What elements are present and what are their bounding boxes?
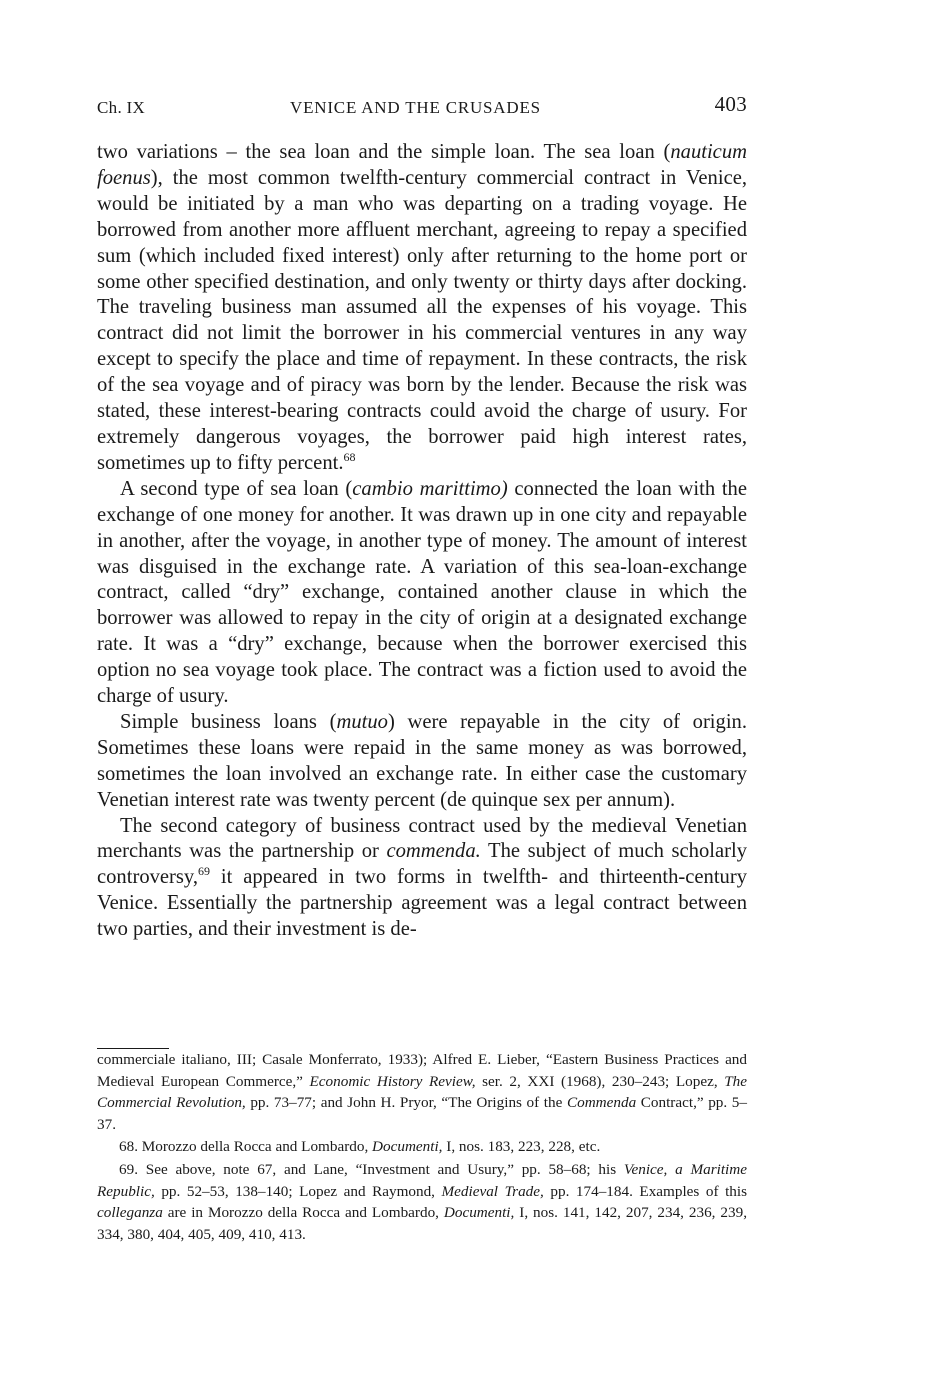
text-run: Simple business loans ( [120,710,337,733]
text-run: ser. 2, XXI (1968), 230–243; Lopez, [475,1072,725,1090]
italic-term: nauticum foenus [97,141,747,189]
text-run: The second category of business contract used by the medieval Venetian merchants was the partnership or [97,814,747,863]
italic-title: Economic History Review, [309,1072,476,1090]
text-run: I, nos. 141, 142, 207, 234, 236, 239, 334, 380, 404, 405, 409, 410, 413. [97,1204,747,1243]
text-run: connected the loan with the exchange of one money for another. It was drawn up in one city and repayable in another, after the voyage, in another type of money. The amount of interest was disguised in the exchange rate. A variation of this sea-loan-exchange contract, called “dry” exchange, contained another clause in which the borrower was allowed to repay in the city of origin at a designated exchange rate. It was a “dry” exchange, because when the borrower exercised this option no sea voyage took place. The contract was a fiction used to avoid the charge of usury. [97,477,747,708]
text-run: pp. 52–53, 138–140; Lopez and Raymond, [154,1182,442,1200]
footnotes [97,1049,747,1245]
footnote-69 [97,1159,747,1245]
italic-title: Commenda [566,1094,637,1112]
italic-term: cambio marittimo) [352,477,508,500]
text-run: I, nos. 183, 223, 228, etc. [442,1138,601,1156]
text-run: 68. Morozzo della Rocca and Lombardo, [119,1138,373,1156]
text-run: 69. See above, note 67, and Lane, “Investment and Usury,” pp. 58–68; his [119,1160,624,1178]
italic-term: colleganza [97,1204,163,1222]
text-run: ) were repayable in the city of origin. Sometimes these loans were repaid in the same money as was borrowed, sometimes the loan involved an exchange rate. In either case the customary Venetian interest rate was twenty percent (de quinque sex per annum). [97,710,747,811]
italic-title: Documenti, [372,1138,443,1156]
page-number: 403 [714,92,747,116]
italic-title: The Commercial Revolution, [97,1072,747,1112]
footnote-ref-68: 68 [343,450,356,465]
footnote-ref-69: 69 [198,864,211,879]
text-run: pp. 174–184. Examples of this [543,1182,748,1200]
text-run: Contract,” pp. 5–37. [97,1094,747,1133]
text-run: commerciale italiano, III; Casale Monferrato, 1933); Alfred E. Lieber, “Eastern Business Practices and Medieval European Commerce,” [97,1051,747,1090]
italic-title: Venice, a Maritime Republic, [97,1160,747,1200]
footnote-continuation [97,1049,747,1135]
italic-term: mutuo [336,710,388,733]
footnote-68 [97,1136,747,1158]
paragraph-commenda [97,814,747,944]
italic-term: commenda. [386,840,481,863]
text-run: pp. 73–77; and John H. Pryor, “The Origins of the [245,1094,567,1112]
text-run: ), the most common twelfth-century commercial contract in Venice, would be initiated by a man who was departing on a trading voyage. He borrowed from another more affluent merchant, agreeing to repay a specified sum (which included fixed interest) only after returning to the home port or some other specified destination, and only twenty or thirty days after docking. The traveling business man assumed all the expenses of his voyage. This contract did not limit the borrower in his commercial ventures in any way except to specify the place and time of repayment. In these contracts, the risk of the sea voyage and of piracy was born by the lender. Because the risk was stated, these interest-bearing contracts could avoid the charge of usury. For extremely dangerous voyages, the borrower paid high interest rates, sometimes up to fifty percent. [97,166,747,474]
paragraph-sea-loan [97,140,747,477]
chapter-label: Ch. IX [97,98,146,117]
body-text [97,140,747,943]
paragraph-simple-loans [97,710,747,814]
running-title: VENICE AND THE CRUSADES [290,98,541,117]
text-run: are in Morozzo della Rocca and Lombardo, [162,1204,444,1222]
paragraph-cambio-marittimo [97,477,747,710]
text-run: two variations – the sea loan and the simple loan. The sea loan ( [97,141,671,163]
running-head [97,92,747,122]
italic-title: Documenti, [443,1204,515,1222]
italic-title: Medieval Trade, [441,1182,544,1200]
text-run: it appeared in two forms in twelfth- and thirteenth-century Venice. Essentially the partnership agreement was a legal contract between two parties, and their investment is de- [97,866,747,941]
text-run: The subject of much scholarly controversy, [97,840,747,889]
text-run: A second type of sea loan ( [120,477,353,500]
